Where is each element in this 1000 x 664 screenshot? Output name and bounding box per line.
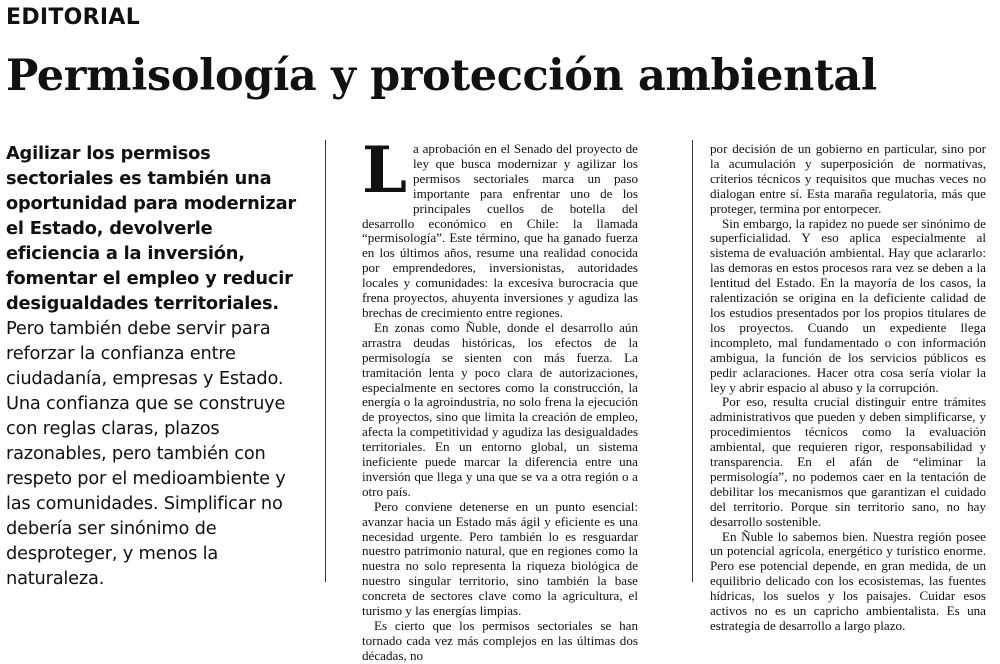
lede	[6, 141, 308, 591]
article-column-2	[710, 142, 986, 634]
paragraph: Es cierto que los permisos sectoriales se han tornado cada vez más complejos en las últimas dos décadas, no	[362, 618, 638, 663]
paragraph: En zonas como Ñuble, donde el desarrollo aún arrastra deudas históricas, los efectos de la permisología se sienten con más fuerza. La tramitación lenta y poco clara de autorizaciones, especialmente en sectores como la construcción, la energía o la agroindustria, no solo frena la ejecución de proyectos, sino que limita la creación de empleo, afecta la competitividad y agudiza las desigualdades territoriales. En un entorno global, un sistema ineficiente puede marcar la diferencia entre una inversión que llega y una que se va a otra región o a otro país.	[362, 319, 638, 499]
column-divider	[692, 140, 693, 582]
paragraph: En Ñuble lo sabemos bien. Nuestra región posee un potencial agrícola, energético y turístico enorme. Pero ese potencial depende, en gran medida, de un equilibrio delicado con los ecosistemas, las fuentes hídricas, los suelos y los paisajes. Cuidar esos activos no es un capricho ambientalista. Es una estrategia de desarrollo a largo plazo.	[710, 528, 986, 633]
paragraph-text: a aprobación en el Senado del proyecto de ley que busca modernizar y agilizar los permisos sectoriales marca un paso importante para enfrentar uno de los principales cuellos de botella del desarrollo económico en Chile: la llamada “permisología”. Este término, que ha ganado fuerza en los últimos años, resume una realidad conocida por emprendedores, inversionistas, autoridades locales y comunidades: la excesiva burocracia que frena proyectos, ahuyenta inversiones y agudiza las brechas de crecimiento entre regiones.	[362, 141, 638, 320]
lede-bold: Agilizar los permisos sectoriales es también una oportunidad para modernizar el Estado, devolverle eficiencia a la inversión, fomentar el empleo y reducir desigualdades territoriales.	[6, 143, 296, 314]
article-column-1	[362, 133, 638, 664]
column-divider	[325, 140, 326, 582]
headline: Permisología y protección ambiental	[6, 51, 877, 101]
paragraph	[362, 133, 638, 321]
paragraph: Sin embargo, la rapidez no puede ser sinónimo de superficialidad. Y eso aplica especialmente al sistema de evaluación ambiental. Hay que aclararlo: las demoras en estos procesos rara vez se deben a la lentitud del Estado. En la mayoría de los casos, la ralentización se origina en la deficiente calidad de los estudios presentados por los propios titulares de los proyectos. Cuando un expediente llega incompleto, mal fundamentado o con información ambigua, la función de los servicios públicos es pedir aclaraciones. Hacer otra cosa sería violar la ley y abrir espacio al abuso y la corrupción.	[710, 215, 986, 395]
section-label: EDITORIAL	[6, 5, 141, 30]
lede-rest: Pero también debe servir para reforzar la confianza entre ciudadanía, empresas y Estado. Una confianza que se construye con reglas claras, plazos razonables, pero también con respeto por el medioambiente y las comunidades. Simplificar no debería ser sinónimo de desproteger, y menos la naturaleza.	[6, 318, 286, 589]
paragraph: Pero conviene detenerse en un punto esencial: avanzar hacia un Estado más ágil y eficiente es una necesidad urgente. Pero también lo es resguardar nuestro patrimonio natural, que en regiones como la nuestra no solo representa la riqueza biológica de nuestro singular territorio, sino también la base concreta de sectores clave como la agricultura, el turismo y las energías limpias.	[362, 498, 638, 619]
paragraph: Por eso, resulta crucial distinguir entre trámites administrativos que pueden y deben simplificarse, y procedimientos técnicos como la evaluación ambiental, que requieren rigor, responsabilidad y transparencia. En el afán de “eliminar la permisología”, no podemos caer en la tentación de debilitar los mecanismos que garantizan el cuidado del territorio. Porque sin territorio sano, no hay desarrollo sostenible.	[710, 394, 986, 529]
paragraph: por decisión de un gobierno en particular, sino por la acumulación y superposición de normativas, criterios técnicos y requisitos que muchas veces no dialogan entre sí. Esta maraña regulatoria, más que proteger, termina por entorpecer.	[710, 141, 986, 216]
drop-cap: L	[362, 133, 407, 208]
